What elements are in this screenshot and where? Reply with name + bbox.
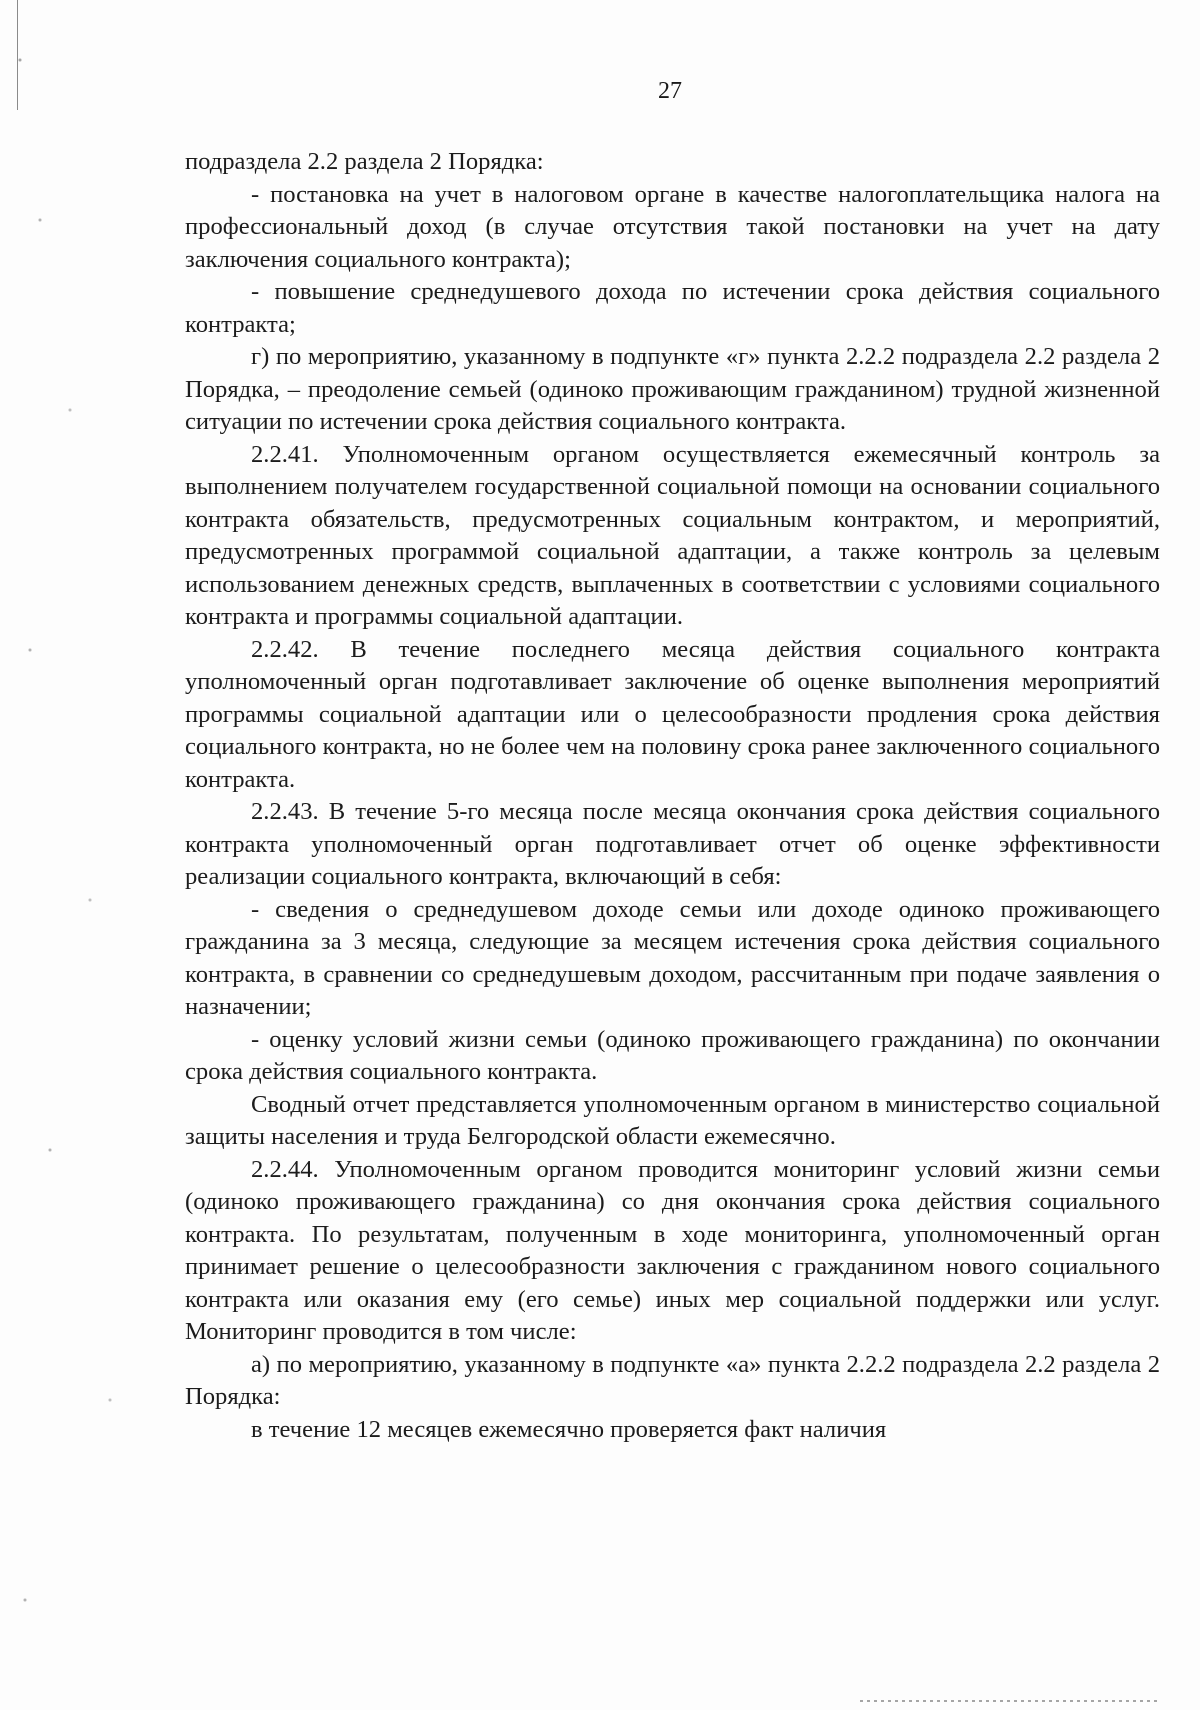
paragraph-income-info: - сведения о среднедушевом доходе семьи или доходе одиноко проживающего гражданина за 3 месяца, следующие за месяцем истечения срока действия социального контракта, в сравнении со среднедушевым доходом, рассчитанным при подаче заявления о назначении; (185, 895, 1160, 1020)
page-number: 27 (658, 78, 682, 104)
paragraph-2-2-44: 2.2.44. Уполномоченным органом проводится мониторинг условий жизни семьи (одиноко проживающего гражданина) со дня окончания срока действия социального контракта. По результатам, полученным в ходе мониторинга, уполномоченный орган принимает решение о целесообразности заключения с гражданином нового социального контракта или оказания ему (его семье) иных мер социальной поддержки или услуг. Мониторинг проводится в том числе: (185, 1155, 1160, 1345)
paragraph-item-a: а) по мероприятию, указанному в подпункте «а» пункта 2.2.2 подраздела 2.2 раздела 2 Порядка: (185, 1350, 1160, 1410)
paragraph-2-2-41: 2.2.41. Уполномоченным органом осуществляется ежемесячный контроль за выполнением получателем государственной социальной помощи на основании социального контракта обязательств, предусмотренных социальным контрактом, и мероприятий, предусмотренных программой социальной адаптации, а также контроль за целевым использованием денежных средств, выплаченных в соответствии с условиями социального контракта и программы социальной адаптации. (185, 440, 1160, 630)
paragraph-continuation: подраздела 2.2 раздела 2 Порядка: (185, 148, 544, 175)
paragraph-2-2-42: 2.2.42. В течение последнего месяца действия социального контракта уполномоченный орган подготавливает заключение об оценке выполнения мероприятий программы социальной адаптации или о целесообразности продления срока действия социального контракта, но не более чем на половину срока ранее заключенного социального контракта. (185, 635, 1160, 793)
paragraph-monthly-check: в течение 12 месяцев ежемесячно проверяется факт наличия (251, 1415, 887, 1443)
scan-artifact (860, 1700, 1160, 1702)
paragraph-living-conditions: - оценку условий жизни семьи (одиноко проживающего гражданина) по окончании срока действия социального контракта. (185, 1025, 1160, 1085)
paragraph-item-g: г) по мероприятию, указанному в подпункте «г» пункта 2.2.2 подраздела 2.2 раздела 2 Порядка, – преодоление семьей (одиноко проживающим гражданином) трудной жизненной ситуации по истечении срока действия социального контракта. (185, 343, 1160, 435)
scan-noise (0, 0, 150, 1710)
paragraph-tax-registration: - постановка на учет в налоговом органе в качестве налогоплательщика налога на профессиональный доход (в случае отсутствия такой постановки на учет на дату заключения социального контракта); (185, 180, 1160, 273)
paragraph-income-increase: - повышение среднедушевого дохода по истечении срока действия социального контракта; (185, 278, 1160, 338)
paragraph-summary-report: Сводный отчет представляется уполномоченным органом в министерство социальной защиты населения и труда Белгородской области ежемесячно. (185, 1090, 1160, 1150)
document-body (185, 146, 1160, 1446)
paragraph-2-2-43: 2.2.43. В течение 5-го месяца после месяца окончания срока действия социального контракта уполномоченный орган подготавливает отчет об оценке эффективности реализации социального контракта, включающий в себя: (185, 798, 1160, 890)
